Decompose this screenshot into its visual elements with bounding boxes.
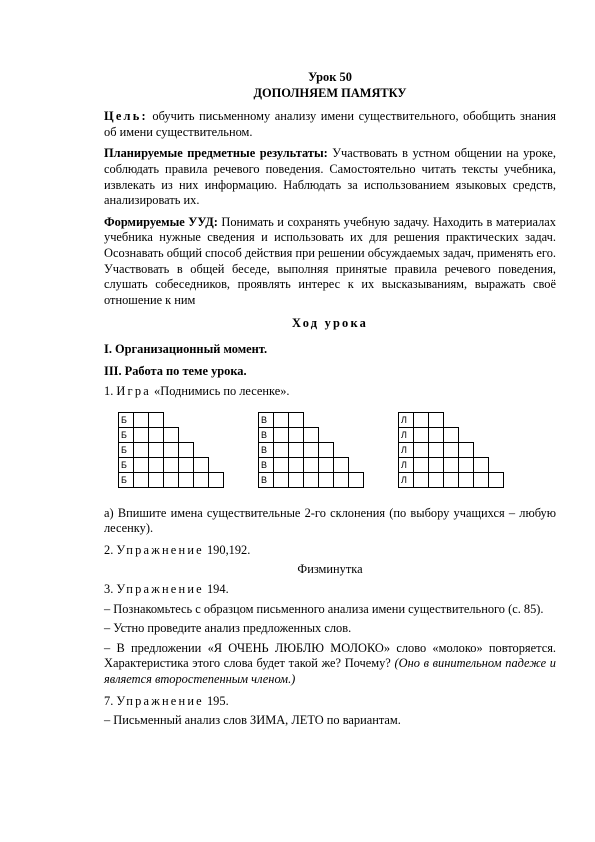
ladder-empty-cell xyxy=(288,472,304,488)
ladder-empty-cell xyxy=(178,442,194,458)
ladder-empty-cell xyxy=(413,412,429,428)
ladder-empty-cell xyxy=(413,442,429,458)
ladder-empty-cell xyxy=(148,457,164,473)
course-heading: Ход урока xyxy=(292,316,368,331)
ladder-empty-cell xyxy=(413,427,429,443)
goal-paragraph xyxy=(104,109,556,140)
ladder-empty-cell xyxy=(303,457,319,473)
ladder-letter-cell: Л xyxy=(398,442,414,458)
ladder-empty-cell xyxy=(318,442,334,458)
ladder-empty-cell xyxy=(443,427,459,443)
ladder-empty-cell xyxy=(443,442,459,458)
ladder-empty-cell xyxy=(163,472,179,488)
ladder-empty-cell xyxy=(148,412,164,428)
ladder-empty-cell xyxy=(303,472,319,488)
exercise-3-question xyxy=(104,641,556,688)
ladder-empty-cell xyxy=(428,442,444,458)
ladder-empty-cell xyxy=(333,457,349,473)
ladder-empty-cell xyxy=(443,457,459,473)
uud-text: Понимать и сохранять учебную задачу. Находить в материалах учебника нужные сведения и использовать их для решения практических задач. Осознавать общий способ действия при решении обсуждаемых задач, применять его. Участвовать в общей беседе, выполняя принятые правила речевого поведения, слушать собеседников, проявлять интерес к их высказываниям, выражать своё отношение к ним xyxy=(104,214,556,307)
goal-text: обучить письменному анализу имени существительного, обобщить знания об имени существительном. xyxy=(104,109,556,139)
ladder-empty-cell xyxy=(273,472,289,488)
ladder-empty-cell xyxy=(348,472,364,488)
ladder-empty-cell xyxy=(163,427,179,443)
ladder-letter-cell: Б xyxy=(118,427,134,443)
ladder-empty-cell xyxy=(288,457,304,473)
ladder-empty-cell xyxy=(428,472,444,488)
ladder-empty-cell xyxy=(458,472,474,488)
ladder-empty-cell xyxy=(133,457,149,473)
ladder-empty-cell xyxy=(273,442,289,458)
uud-paragraph xyxy=(104,215,556,309)
ladder-empty-cell xyxy=(163,457,179,473)
ladder-empty-cell xyxy=(488,472,504,488)
uud-label: Формируемые УУД: xyxy=(104,214,218,229)
lesson-title: ДОПОЛНЯЕМ ПАМЯТКУ xyxy=(253,85,407,100)
ladder-empty-cell xyxy=(413,472,429,488)
exercise-3-number: 3. xyxy=(104,582,114,597)
ladder-empty-cell xyxy=(273,457,289,473)
exercise-2-number: 2. xyxy=(104,542,114,557)
ladder-empty-cell xyxy=(318,457,334,473)
ladder-empty-cell xyxy=(178,457,194,473)
ladder-letter-cell: Б xyxy=(118,442,134,458)
game-name: «Поднимись по лесенке». xyxy=(154,384,290,399)
ladder-letter-cell: В xyxy=(258,442,274,458)
ladder-empty-cell xyxy=(473,472,489,488)
ladder-letter-cell: В xyxy=(258,427,274,443)
game-number: 1. xyxy=(104,384,114,399)
ladder-empty-cell xyxy=(208,472,224,488)
ladder-letter-cell: Б xyxy=(118,472,134,488)
goal-label: Цель: xyxy=(104,109,148,124)
ladder-empty-cell xyxy=(273,427,289,443)
task-a: а) Впишите имена существительные 2-го склонения (по выбору учащихся – любую лесенку). xyxy=(104,505,556,536)
document-page xyxy=(104,70,556,735)
ladder-empty-cell xyxy=(133,412,149,428)
ladder-empty-cell xyxy=(273,412,289,428)
ladder-empty-cell xyxy=(428,427,444,443)
ladder-empty-cell xyxy=(473,457,489,473)
ladder-empty-cell xyxy=(288,442,304,458)
ladder-empty-cell xyxy=(133,442,149,458)
lesson-number: Урок 50 xyxy=(308,70,352,84)
exercise-3-line-1: – Познакомьтесь с образцом письменного анализа имени существительного (с. 85). xyxy=(104,601,544,616)
section-org: I. Организационный момент. xyxy=(104,341,268,356)
exercise-7-label: Упражнение xyxy=(116,693,204,708)
exercise-3-answer: (Оно в винительном падеже и является второстепенным членом.) xyxy=(104,656,556,687)
exercise-3-label: Упражнение xyxy=(116,582,204,597)
ladder-letter-cell: Б xyxy=(118,457,134,473)
ladder-empty-cell xyxy=(333,472,349,488)
exercise-7-value: 195. xyxy=(206,693,229,708)
ladder-empty-cell xyxy=(133,472,149,488)
ladder-empty-cell xyxy=(303,442,319,458)
ladder-diagrams xyxy=(118,412,556,494)
ladder-letter-cell: Л xyxy=(398,412,414,428)
ladder-empty-cell xyxy=(443,472,459,488)
ladder-empty-cell xyxy=(458,442,474,458)
ladder-letter-cell: Л xyxy=(398,427,414,443)
ladder-letter-cell: В xyxy=(258,412,274,428)
ladder-empty-cell xyxy=(148,472,164,488)
ladder-empty-cell xyxy=(288,427,304,443)
exercise-7 xyxy=(104,694,556,710)
ladder-empty-cell xyxy=(318,472,334,488)
ladder-letter-cell: Б xyxy=(118,412,134,428)
exercise-3 xyxy=(104,582,556,598)
ladder-empty-cell xyxy=(163,442,179,458)
ladder-letter-cell: В xyxy=(258,457,274,473)
game-label: Игра xyxy=(116,384,151,399)
exercise-7-line: – Письменный анализ слов ЗИМА, ЛЕТО по вариантам. xyxy=(104,713,401,728)
ladder-empty-cell xyxy=(428,412,444,428)
exercise-2 xyxy=(104,543,556,559)
ladder-empty-cell xyxy=(193,457,209,473)
ladder-empty-cell xyxy=(458,457,474,473)
exercise-2-label: Упражнение xyxy=(116,542,204,557)
ladder-empty-cell xyxy=(133,427,149,443)
ladder-empty-cell xyxy=(148,442,164,458)
ladder-empty-cell xyxy=(193,472,209,488)
exercise-7-number: 7. xyxy=(104,693,114,708)
ladder-empty-cell xyxy=(303,427,319,443)
game-line xyxy=(104,384,556,400)
ladder-empty-cell xyxy=(178,472,194,488)
ladder-empty-cell xyxy=(288,412,304,428)
section-topic-work: III. Работа по теме урока. xyxy=(104,363,247,378)
ladder-empty-cell xyxy=(413,457,429,473)
exercise-3-value: 194. xyxy=(206,582,229,597)
planned-results-text: Участвовать в устном общении на уроке, соблюдать правила речевого поведения. Самостоятельно читать тексты учебника, извлекать из них информацию. Наблюдать за использованием языковых средств, анализировать их. xyxy=(104,146,556,208)
planned-results-paragraph xyxy=(104,146,556,208)
ladder-letter-cell: В xyxy=(258,472,274,488)
ladder-letter-cell: Л xyxy=(398,457,414,473)
ladder-empty-cell xyxy=(428,457,444,473)
exercise-3-line-2: – Устно проведите анализ предложенных слов. xyxy=(104,621,352,636)
ladder-empty-cell xyxy=(148,427,164,443)
fizminutka-heading: Физминутка xyxy=(297,562,363,577)
planned-results-label: Планируемые предметные результаты: xyxy=(104,146,328,161)
exercise-3-question-text: – В предложении «Я ОЧЕНЬ ЛЮБЛЮ МОЛОКО» слово «молоко» повторяется. Характеристика этого слова будет такой же? Почему? xyxy=(104,640,556,671)
exercise-2-value: 190,192. xyxy=(206,542,251,557)
ladder-letter-cell: Л xyxy=(398,472,414,488)
